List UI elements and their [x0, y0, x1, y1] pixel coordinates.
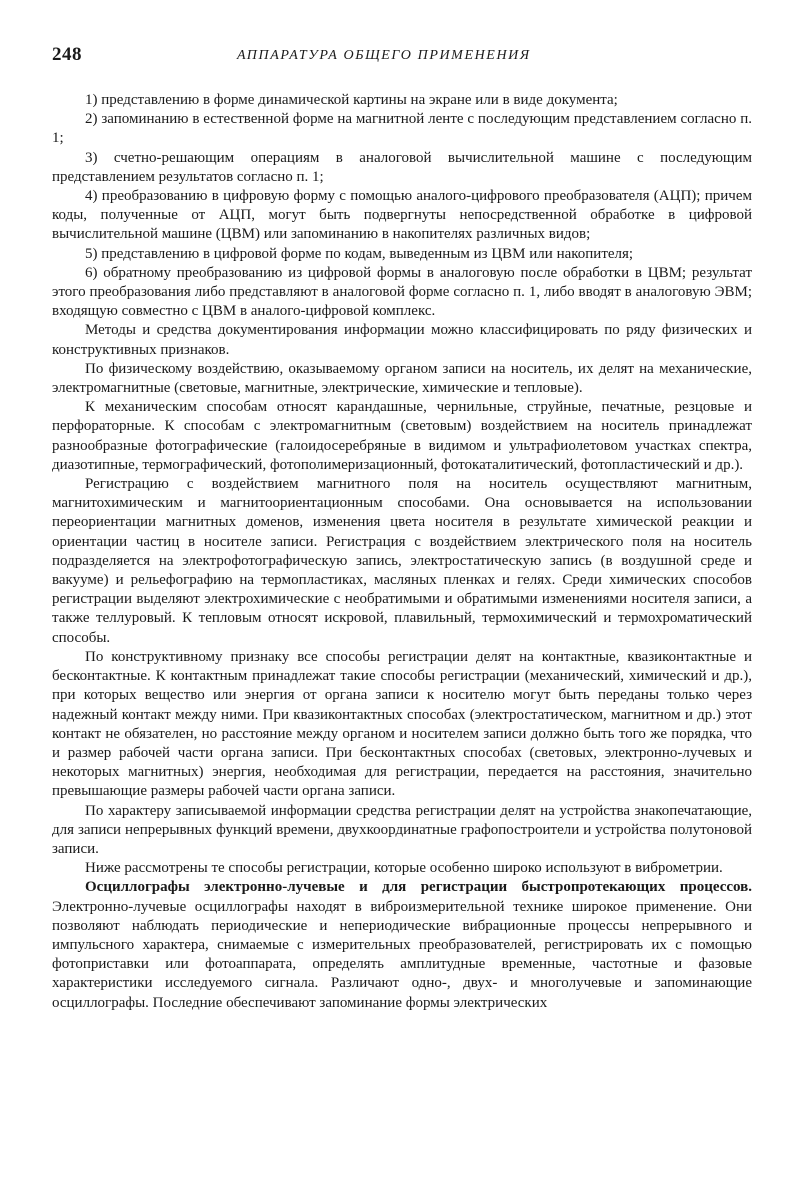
section-heading: Осциллографы электронно-лучевые и для регистрации быстропротекающих процессов.: [85, 879, 752, 896]
paragraph: 2) запоминанию в естественной форме на магнитной ленте с последующим представлением согласно п. 1;: [52, 111, 752, 147]
paragraph: Ниже рассмотрены те способы регистрации, которые особенно широко используют в виброметрии.: [85, 860, 723, 877]
running-title: АППАРАТУРА ОБЩЕГО ПРИМЕНЕНИЯ: [237, 48, 531, 63]
paragraph: Методы и средства документирования информации можно классифицировать по ряду физических и конструктивных признаков.: [52, 322, 752, 358]
paragraph: По конструктивному признаку все способы регистрации делят на контактные, квазиконтактные и бесконтактные. К контактным принадлежат такие способы регистрации (механический, химический и др.), при которых вещество или энергия от органа записи к носителю могут быть переданы только через надежный контакт между ними. При квазиконтактных способах (электростатическом, магнитном и др.) этот контакт не обязателен, но расстояние между органом и носителем записи должно быть того же порядка, что и размер рабочей части органа записи. При бесконтактных способах (световых, электронно-лучевых и некоторых магнитных) энергия, необходимая для регистрации, передается на расстояния, значительно превышающие размеры рабочей части органа записи.: [52, 648, 752, 800]
page-number: 248: [52, 44, 82, 65]
section-paragraph: [52, 878, 752, 1012]
paragraph: 1) представлению в форме динамической картины на экране или в виде документа;: [85, 92, 618, 108]
paragraph: Регистрацию с воздействием магнитного поля на носитель осуществляют магнитным, магнитохимическим и магнитоориентационным способами. Она основывается на использовании переориентации магнитных доменов, изменения цвета носителя в результате химической реакции и ориентации частиц в носителе записи. Регистрация с воздействием электрического поля на носитель подразделяется на электрофотографическую запись, электростатическую запись (в воздушной среде и вакууме) и рельефографию на термопластиках, масляных пленках и гелях. Среди химических способов регистрации выделяют электрохимические с необратимыми и обратимыми изменениями носителя записи, а также теллуровый. К тепловым относят искровой, плавильный, термохимический и термохроматический способы.: [52, 476, 752, 646]
body-text: [52, 91, 752, 1013]
section-text: Электронно-лучевые осциллографы находят в виброизмерительной технике широкое применение. Они позволяют наблюдать периодические и непериодические вибрационные процессы непрерывного и импульсного характера, снимаемые с измерительных преобразователей, регистрировать их с помощью фотоприставки или фотоаппарата, определять амплитудные временные, частотные и фазовые характеристики исследуемого сигнала. Различают одно-, двух- и многолучевые и запоминающие осциллографы. Последние обеспечивают запоминание формы электрических: [52, 898, 752, 1011]
paragraph: К механическим способам относят карандашные, чернильные, струйные, печатные, резцовые и перфораторные. К способам с электромагнитным (световым) воздействием на носитель принадлежат разнообразные фотографические (галоидосеребряные в видимом и ультрафиолетовом участках спектра, диазотипные, термографический, фотополимеризационный, фотокаталитический, фотопластический и др.).: [52, 399, 752, 473]
paragraph: По физическому воздействию, оказываемому органом записи на носитель, их делят на механические, электромагнитные (световые, магнитные, электрические, химические и тепловые).: [52, 360, 752, 397]
page-header: [52, 44, 752, 70]
paragraph: 3) счетно-решающим операциям в аналоговой вычислительной машине с последующим представлением результатов согласно п. 1;: [52, 149, 752, 185]
paragraph: По характеру записываемой информации средства регистрации делят на устройства знакопечатающие, для записи непрерывных функций времени, двухкоординатные графопостроители и устройства полутоновой записи.: [52, 802, 752, 857]
paragraph: 5) представлению в цифровой форме по кодам, выведенным из ЦВМ или накопителя;: [85, 245, 634, 262]
paragraph: 6) обратному преобразованию из цифровой формы в аналоговую после обработки в ЦВМ; результат этого преобразования либо представляют в аналоговой форме согласно п. 1, либо вводят в аналоговую ЭВМ; входящую совместно с ЦВМ в аналого-цифровой комплекс.: [52, 264, 752, 320]
paragraph: 4) преобразованию в цифровую форму с помощью аналого-цифрового преобразователя (АЦП); причем коды, полученные от АЦП, могут быть подвергнуты непосредственной обработке в цифровой вычислительной машине (ЦВМ) или запоминанию в накопителях различных видов;: [52, 188, 752, 243]
